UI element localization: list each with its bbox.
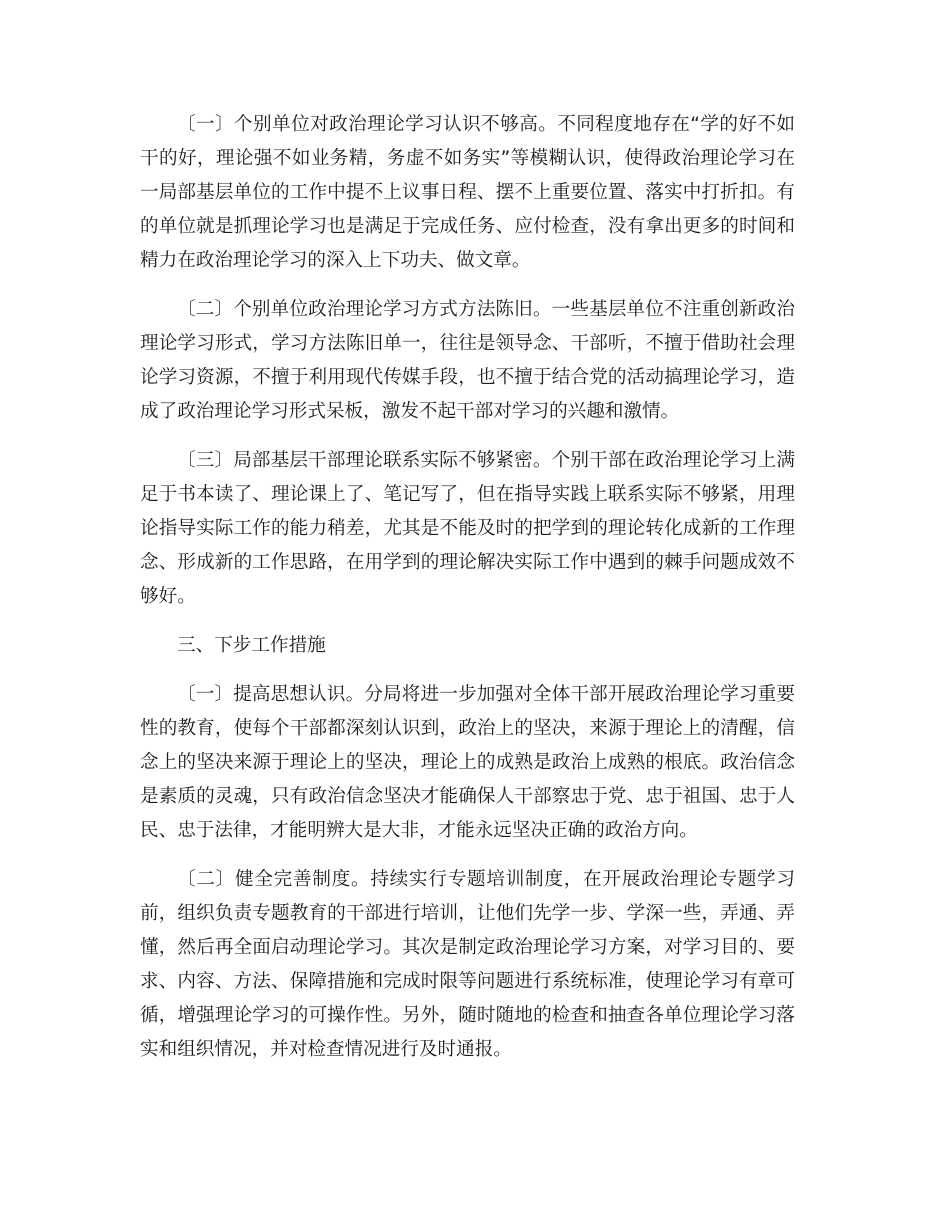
document-page bbox=[140, 108, 795, 1082]
section-heading: 三、下步工作措施 bbox=[177, 635, 326, 656]
measure-paragraph-1: 〔一〕提高思想认识。分局将进一步加强对全体干部开展政治理论学习重要性的教育，使每个干部都深刻认识到，政治上的坚决，来源于理论上的清醒，信念上的坚决来源于理论上的坚决，理论上的成熟是政治上成熟的根底。政治信念是素质的灵魂，只有政治信念坚决才能确保人干部察忠于党、忠于祖国、忠于人民、忠于法律，才能明辨大是大非，才能永远坚决正确的政治方向。 bbox=[140, 684, 795, 841]
problem-paragraph-2: 〔二〕个别单位政治理论学习方式方法陈旧。一些基层单位不注重创新政治理论学习形式，学习方法陈旧单一，往往是领导念、干部听，不擅于借助社会理论学习资源，不擅于利用现代传媒手段，也不擅于结合党的活动搞理论学习，造成了政治理论学习形式呆板，激发不起干部对学习的兴趣和激情。 bbox=[140, 299, 795, 422]
problem-paragraph-3: 〔三〕局部基层干部理论联系实际不够紧密。个别干部在政治理论学习上满足于书本读了、理论课上了、笔记写了，但在指导实践上联系实际不够紧，用理论指导实际工作的能力稍差，尤其是不能及时的把学到的理论转化成新的工作理念、形成新的工作思路，在用学到的理论解决实际工作中遇到的棘手问题成效不够好。 bbox=[140, 450, 795, 607]
measure-paragraph-2: 〔二〕健全完善制度。持续实行专题培训制度，在开展政治理论专题学习前，组织负责专题教育的干部进行培训，让他们先学一步、学深一些，弄通、弄懂，然后再全面启动理论学习。其次是制定政治理论学习方案，对学习目的、要求、内容、方法、保障措施和完成时限等问题进行系统标准，使理论学习有章可循，增强理论学习的可操作性。另外，随时随地的检查和抽查各单位理论学习落实和组织情况，并对检查情况进行及时通报。 bbox=[140, 869, 795, 1060]
problem-paragraph-1: 〔一〕个别单位对政治理论学习认识不够高。不同程度地存在“学的好不如干的好，理论强不如业务精，务虚不如务实”等模糊认识，使得政治理论学习在一局部基层单位的工作中提不上议事日程、摆不上重要位置、落实中打折扣。有的单位就是抓理论学习也是满足于完成任务、应付检查，没有拿出更多的时间和精力在政治理论学习的深入上下功夫、做文章。 bbox=[140, 114, 795, 271]
